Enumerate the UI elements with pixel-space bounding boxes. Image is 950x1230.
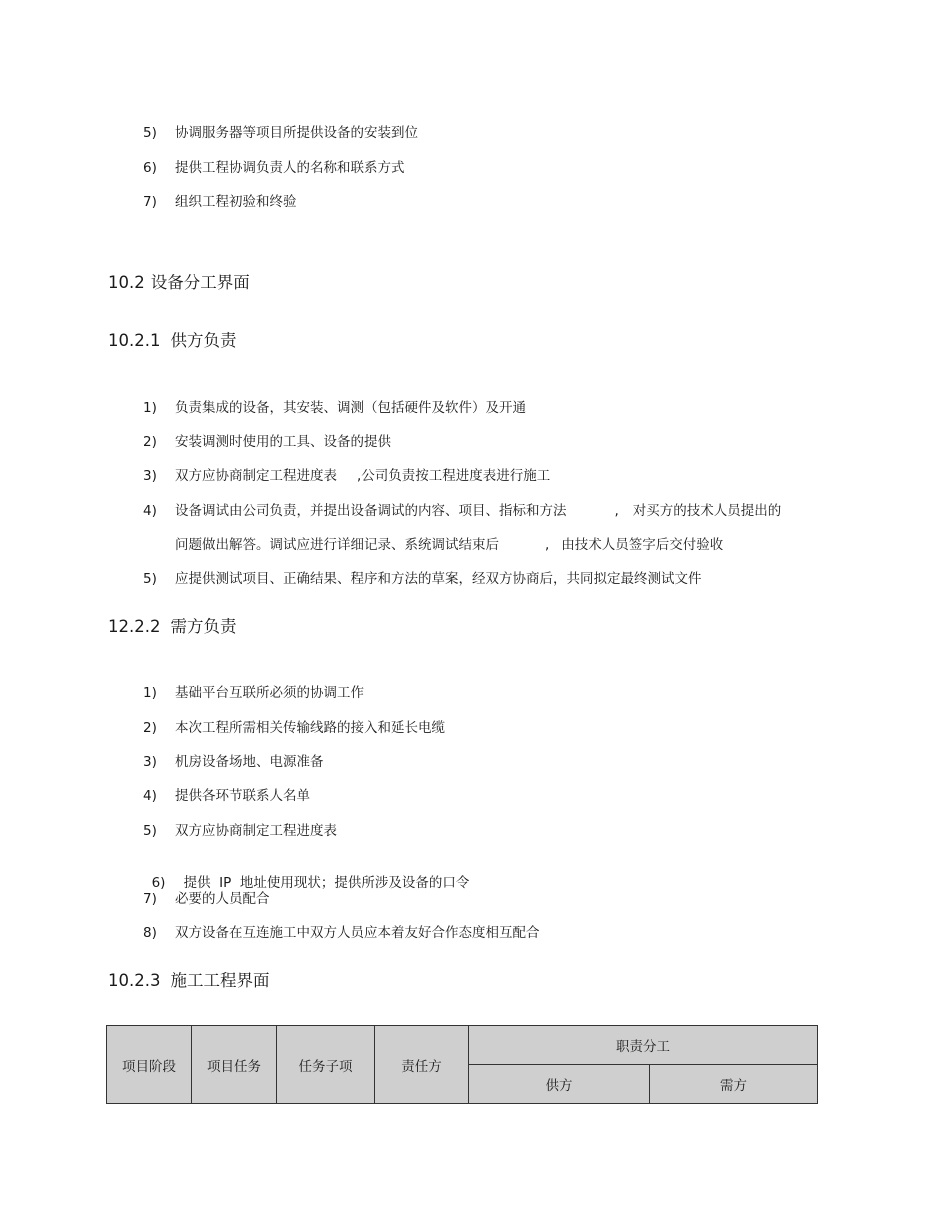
list-item [143, 433, 391, 451]
table-header-cell: 任务子项 [277, 1026, 375, 1104]
list-item [143, 890, 270, 908]
heading-title: 设备分工界面 [150, 273, 250, 292]
list-text: 机房设备场地、电源准备 [175, 754, 324, 770]
list-text: 问题做出解答。调试应进行详细记录、系统调试结束后 [175, 537, 499, 553]
list-text: 由技术人员签字后交付验收 [561, 537, 724, 553]
section-heading-10-2-3 [108, 970, 269, 992]
list-text: , [614, 503, 619, 519]
list-number: 1) [143, 685, 157, 701]
list-item [143, 684, 364, 702]
table-group-header-cell: 职责分工 [469, 1026, 818, 1065]
list-number: 2) [143, 434, 157, 450]
list-number: 1) [143, 400, 157, 416]
heading-title: 需方负责 [170, 617, 237, 636]
table-header-cell: 责任方 [375, 1026, 469, 1104]
list-text: 负责集成的设备，其安装、调测（包括硬件及软件）及开通 [175, 400, 526, 416]
list-item [143, 924, 540, 942]
list-number: 3) [143, 468, 157, 484]
list-item [143, 787, 310, 805]
responsibility-table [106, 1025, 818, 1104]
list-text: 设备调试由公司负责，并提出设备调试的内容、项目、指标和方法 [175, 503, 567, 519]
list-item [143, 467, 550, 485]
heading-title: 施工工程界面 [170, 971, 270, 990]
list-number: 5) [143, 125, 157, 141]
list-item [143, 399, 526, 417]
list-text: 安装调测时使用的工具、设备的提供 [175, 434, 391, 450]
list-text: 双方应协商制定工程进度表 [175, 468, 337, 484]
list-text: , [545, 537, 550, 553]
section-heading-12-2-2 [108, 616, 236, 638]
list-text: ,公司负责按工程进度表进行施工 [357, 468, 551, 484]
list-number: 6) [151, 875, 166, 891]
list-text: 基础平台互联所必须的协调工作 [175, 685, 364, 701]
table-header-cell: 项目任务 [192, 1026, 277, 1104]
list-number: 2) [143, 720, 157, 736]
table-header-row [107, 1026, 818, 1065]
list-text: 对买方的技术人员提出的 [632, 503, 782, 519]
list-number: 7) [143, 194, 157, 210]
heading-number: 10.2.1 [108, 331, 161, 350]
list-item [143, 159, 405, 177]
list-number: 7) [143, 891, 157, 907]
list-item-continuation [175, 536, 723, 554]
list-text: 双方设备在互连施工中双方人员应本着友好合作态度相互配合 [175, 925, 540, 941]
list-text: 双方应协商制定工程进度表 [175, 823, 337, 839]
list-item [143, 570, 702, 588]
table-subheader-cell: 需方 [650, 1065, 818, 1104]
heading-number: 12.2.2 [108, 617, 161, 636]
table-subheader-cell: 供方 [469, 1065, 650, 1104]
list-item [143, 193, 297, 211]
list-number: 5) [143, 571, 157, 587]
list-text: 本次工程所需相关传输线路的接入和延长电缆 [175, 720, 445, 736]
list-item [143, 719, 445, 737]
heading-title: 供方负责 [170, 331, 237, 350]
list-number: 4) [143, 788, 157, 804]
section-heading-10-2 [108, 272, 250, 294]
list-text: 协调服务器等项目所提供设备的安装到位 [175, 125, 418, 141]
list-number: 3) [143, 754, 157, 770]
list-item [143, 502, 781, 520]
list-text: 必要的人员配合 [175, 891, 270, 907]
list-text: 提供 IP 地址使用现状；提供所涉及设备的口令 [183, 875, 470, 891]
list-text: 提供各环节联系人名单 [175, 788, 310, 804]
section-heading-10-2-1 [108, 330, 236, 352]
list-item [143, 753, 324, 771]
list-number: 8) [143, 925, 157, 941]
list-text: 应提供测试项目、正确结果、程序和方法的草案，经双方协商后，共同拟定最终测试文件 [175, 571, 702, 587]
list-item [143, 822, 337, 840]
list-number: 6) [143, 160, 157, 176]
list-text: 组织工程初验和终验 [175, 194, 297, 210]
list-item [143, 124, 418, 142]
table-header-cell: 项目阶段 [107, 1026, 192, 1104]
list-item [143, 856, 469, 892]
list-text: 提供工程协调负责人的名称和联系方式 [175, 160, 405, 176]
list-number: 4) [143, 503, 157, 519]
list-number: 5) [143, 823, 157, 839]
heading-number: 10.2 [108, 273, 145, 292]
heading-number: 10.2.3 [108, 971, 161, 990]
